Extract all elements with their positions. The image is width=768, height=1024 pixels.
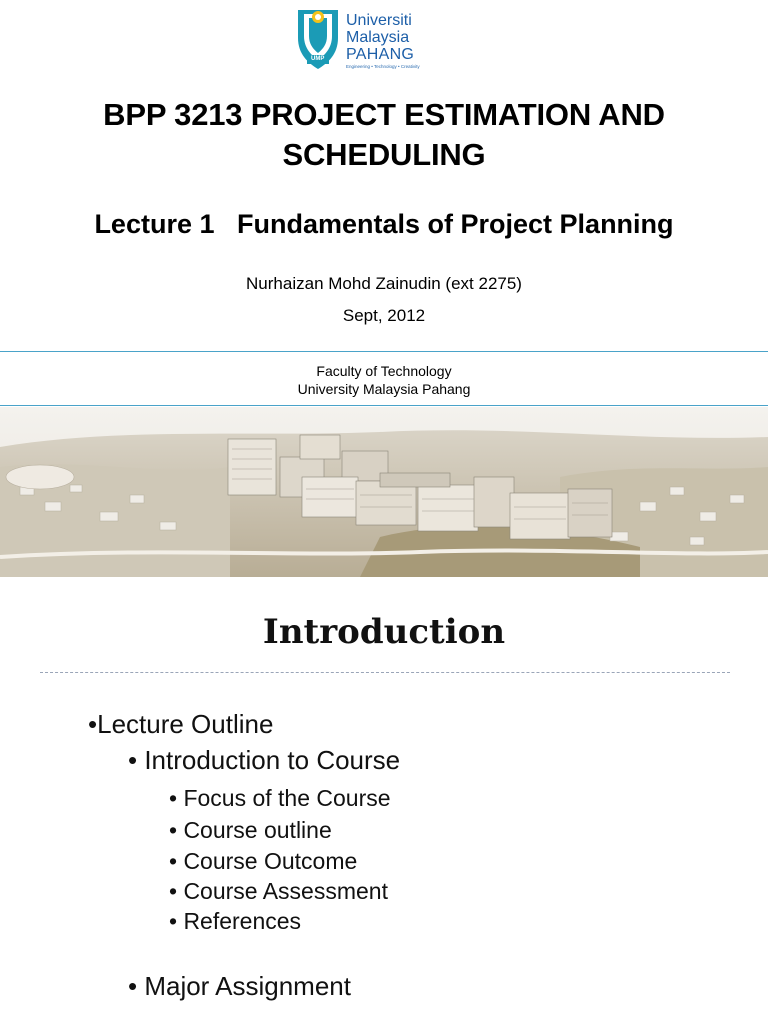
lecture-date: Sept, 2012 <box>342 306 426 325</box>
title-divider <box>40 672 730 673</box>
divider-bottom <box>0 405 768 406</box>
course-title-line2: SCHEDULING <box>282 137 486 172</box>
logo-line-pahang: PAHANG <box>346 46 415 63</box>
outline-item-lecture-outline: •Lecture Outline <box>88 709 274 739</box>
lecture-title: Lecture 1 Fundamentals of Project Planning <box>94 209 674 239</box>
course-title-line1: BPP 3213 PROJECT ESTIMATION AND <box>103 97 665 132</box>
logo-line-universiti: Universiti <box>346 12 412 29</box>
outline-item-introduction-to-course: • Introduction to Course <box>128 745 401 775</box>
faculty-block <box>0 362 768 398</box>
faculty-name: Faculty of Technology <box>316 363 452 379</box>
outline-item-course-assessment: • Course Assessment <box>169 878 388 904</box>
logo-badge-text: UMP <box>311 56 325 62</box>
outline-item-major-assignment: • Major Assignment <box>128 971 351 1001</box>
logo-line-malaysia: Malaysia <box>346 29 410 46</box>
campus-aerial-image <box>0 407 768 577</box>
introduction-slide <box>0 595 768 1024</box>
course-title <box>0 95 768 175</box>
outline-item-focus-of-course: • Focus of the Course <box>169 785 391 811</box>
slide-title: Introduction <box>262 612 506 652</box>
outline-item-references: • References <box>169 908 302 934</box>
logo-tagline: Engineering • Technology • Creativity <box>346 64 420 69</box>
university-name: University Malaysia Pahang <box>297 381 471 397</box>
author-name: Nurhaizan Mohd Zainudin (ext 2275) <box>246 274 522 293</box>
divider-top <box>0 351 768 352</box>
outline-item-course-outcome: • Course Outcome <box>169 848 358 874</box>
university-logo <box>296 8 432 74</box>
outline-item-course-outline: • Course outline <box>169 817 332 843</box>
